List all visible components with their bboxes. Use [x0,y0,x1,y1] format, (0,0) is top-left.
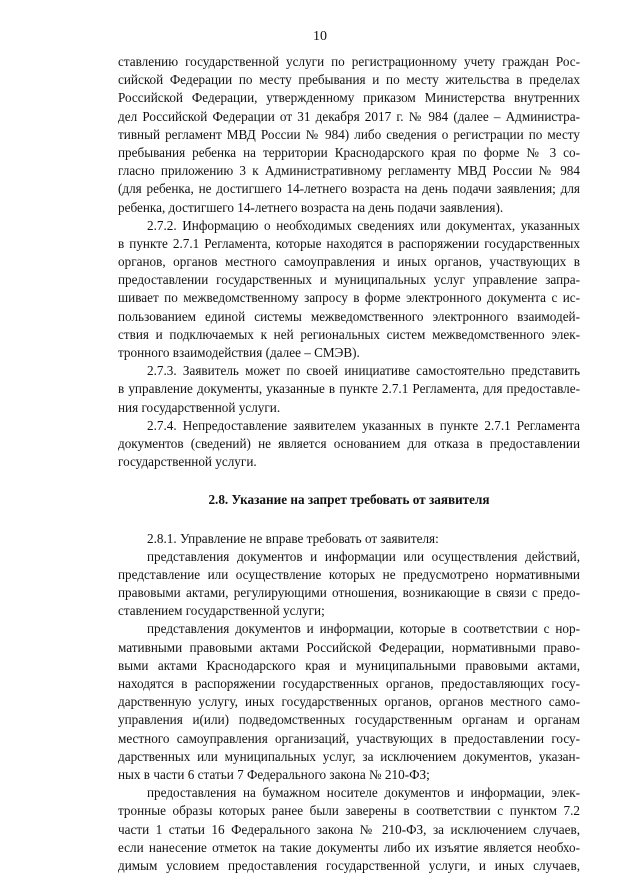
text-line: части 1 статьи 16 Федерального закона № 210-ФЗ, за исключением случаев, [118,821,580,837]
text-line: ния государственной услуги. [118,399,281,415]
spacer [118,471,580,489]
text-line: представление или осуществление которых не предусмотрено нормативными [118,566,580,582]
text-line: Российской Федерации, утвержденному приказом Министерства внутренних [118,90,580,106]
text-line: тивный регламент МВД России № 984) либо сведения о регистрации по месту [118,126,580,142]
text-line: 2.7.3. Заявитель может по своей инициативе самостоятельно представить [147,363,580,379]
text-line: димым условием предоставления государственной услуги, и иных случаев, [118,857,580,873]
text-line: (для ребенка, не достигшего 14-летнего возраста на день подачи заявления; для [118,181,580,197]
text-line: органов, органов местного самоуправления и иных органов, участвующих в [118,254,580,270]
text-line: тронного взаимодействия (далее – СМЭВ). [118,345,360,360]
text-line: управления и(или) подведомственных государственным органам и органам [118,712,580,728]
text-line: 2.8.1. Управление не вправе требовать от заявителя: [147,530,439,546]
text-line: ствия и подключаемых к ней региональных систем межведомственного элек- [118,326,580,342]
text-line: местного самоуправления организаций, участвующих в предоставлении госу- [118,730,580,746]
text-line: предоставлении государственных и муниципальных услуг управление запра- [118,272,580,288]
text-line: сийской Федерации по месту пребывания и по месту жительства в пределах [118,72,580,88]
text-line: пребывания ребенка на территории Краснодарского края по форме № 3 со- [118,144,580,160]
text-line: дарственную услугу, иных государственных органов, органов местного само- [118,694,580,710]
text-line: шивает по межведомственному запросу в форме электронного документа с ис- [118,290,580,306]
text-line: дел Российской Федерации от 31 декабря 2017 г. № 984 (далее – Администра- [118,108,580,124]
text-line: находятся в распоряжении государственных органов, предоставляющих госу- [118,676,580,692]
text-line: тронные образы которых ранее были заверены в соответствии с пунктом 7.2 [118,803,580,819]
text-line: если нанесение отметок на такие документы либо их изъятие является необхо- [118,839,580,855]
spacer [118,512,580,530]
section-heading: 2.8. Указание на запрет требовать от заявителя [208,492,490,508]
text-line: выми актами Краснодарского края и муниципальными правовыми актами, [118,657,580,673]
text-line: мативными правовыми актами Российской Федерации, нормативными право- [118,639,580,655]
text-line: пользованием единой системы межведомственного электронного взаимодей- [118,308,580,324]
text-line: документов (сведений) не является основанием для отказа в предоставлении [118,435,580,451]
text-line: государственной услуги. [118,454,257,470]
text-line: в управление документы, указанные в пункте 2.7.1 Регламента, для предоставле- [118,381,580,397]
text-line: предоставления на бумажном носителе документов и информации, элек- [147,785,580,801]
text-line: ребенка, достигшего 14-летнего возраста на день подачи заявления). [118,199,504,215]
text-line: ных в части 6 статьи 7 Федерального закона № 210-ФЗ; [118,766,430,782]
text-line: гласно приложению 3 к Административному регламенту МВД России № 984 [118,163,580,179]
text-line: представления документов и информации или осуществления действий, [147,548,580,564]
text-line: в пункте 2.7.1 Регламента, которые находятся в распоряжении государственных [118,235,580,251]
text-line: ставлению государственной услуги по регистрационному учету граждан Рос- [118,54,580,69]
text-line: представления документов и информации, которые в соответствии с нор- [147,621,580,637]
document-body [118,53,580,875]
text-line: правовыми актами, регулирующими отношения, возникающие в связи с предо- [118,585,580,601]
page-number: 10 [313,29,327,44]
text-line: 2.7.2. Информацию о необходимых сведениях или документах, указанных [147,217,580,233]
text-line: ставлением государственной услуги; [118,603,325,619]
text-line: 2.7.4. Непредоставление заявителем указанных в пункте 2.7.1 Регламента [147,417,580,433]
text-line: дарственных или муниципальных услуг, за исключением документов, указан- [118,748,580,764]
